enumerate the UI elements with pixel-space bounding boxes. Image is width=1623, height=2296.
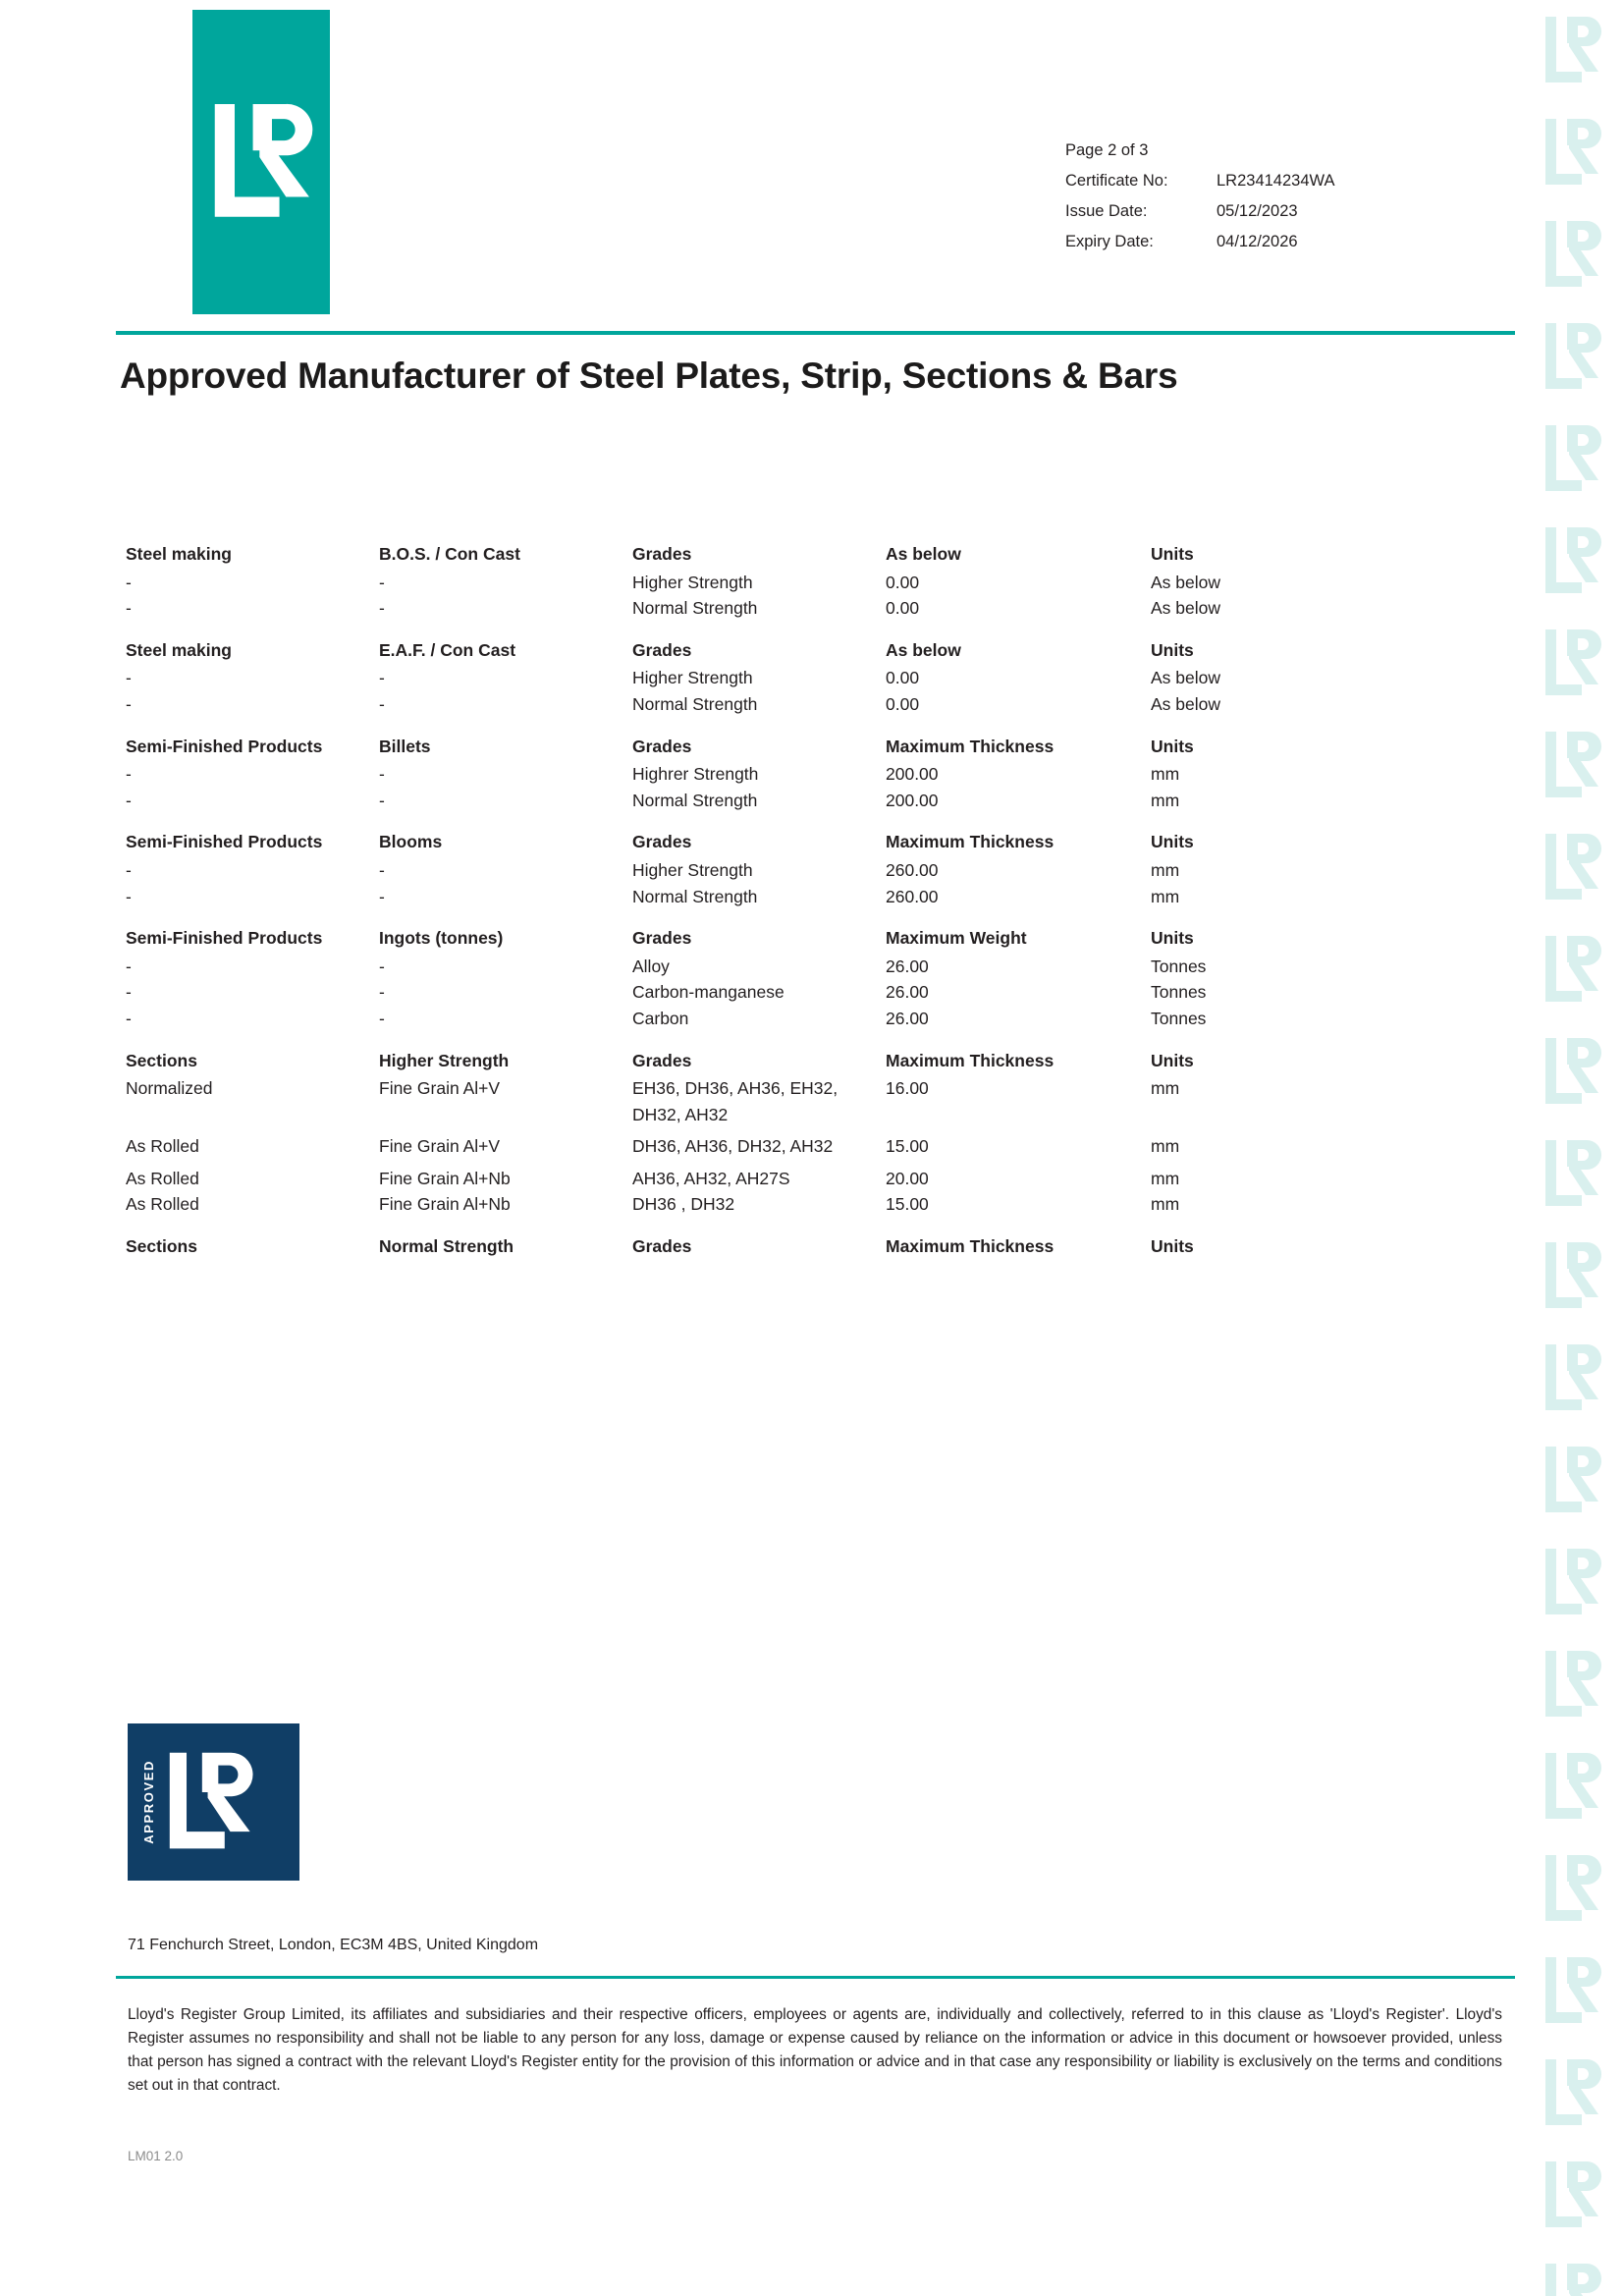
- cell-limit: 0.00: [886, 693, 920, 714]
- watermark-strip: [1523, 0, 1623, 2296]
- col-process: Steel making: [126, 544, 232, 564]
- col-units: Units: [1151, 544, 1194, 564]
- watermark-lr-icon: [1523, 715, 1623, 817]
- cell-method: -: [379, 668, 385, 688]
- cell-limit: 0.00: [886, 572, 920, 592]
- cell-limit: 200.00: [886, 790, 939, 810]
- col-limit: As below: [886, 639, 961, 660]
- col-units: Units: [1151, 928, 1194, 949]
- watermark-lr-icon: [1523, 2145, 1623, 2247]
- cell-units: Tonnes: [1151, 956, 1207, 976]
- cell-limit: 260.00: [886, 886, 939, 906]
- document-reference: LM01 2.0: [128, 2149, 184, 2163]
- col-process: Semi-Finished Products: [126, 928, 323, 949]
- cell-method: -: [379, 1008, 385, 1028]
- cell-units: As below: [1151, 572, 1221, 592]
- col-process: Steel making: [126, 639, 232, 660]
- table-row: [126, 1191, 1432, 1218]
- cell-units: mm: [1151, 859, 1180, 880]
- cell-units: mm: [1151, 1078, 1180, 1099]
- cell-process: -: [126, 1008, 132, 1028]
- cell-limit: 260.00: [886, 859, 939, 880]
- cell-process: As Rolled: [126, 1136, 199, 1157]
- cell-process: -: [126, 693, 132, 714]
- certificate-meta: [1065, 136, 1478, 257]
- col-grades: Grades: [632, 832, 692, 852]
- watermark-lr-icon: [1523, 1634, 1623, 1736]
- col-method: E.A.F. / Con Cast: [379, 639, 516, 660]
- cell-grades: Higher Strength: [632, 668, 753, 688]
- col-grades: Grades: [632, 1236, 692, 1257]
- cell-method: -: [379, 859, 385, 880]
- col-process: Semi-Finished Products: [126, 832, 323, 852]
- col-method: B.O.S. / Con Cast: [379, 544, 520, 564]
- cell-method: -: [379, 764, 385, 785]
- cell-limit: 26.00: [886, 956, 929, 976]
- cell-process: -: [126, 764, 132, 785]
- table-row: [126, 1133, 1432, 1160]
- table-row: [126, 954, 1432, 980]
- lr-logo-icon: [156, 1747, 254, 1857]
- page-title: Approved Manufacturer of Steel Plates, Strip, Sections & Bars: [120, 355, 1178, 396]
- cell-grades: Carbon-manganese: [632, 982, 784, 1003]
- cell-units: mm: [1151, 886, 1180, 906]
- watermark-lr-icon: [1523, 2247, 1623, 2296]
- watermark-lr-icon: [1523, 1123, 1623, 1226]
- col-grades: Grades: [632, 736, 692, 756]
- cell-grades: DH36, AH36, DH32, AH32: [632, 1136, 834, 1157]
- watermark-lr-icon: [1523, 1532, 1623, 1634]
- table-row: [126, 1166, 1432, 1192]
- header-divider: [116, 331, 1515, 335]
- watermark-lr-icon: [1523, 0, 1623, 102]
- certificate-number-value: LR23414234WA: [1217, 172, 1335, 190]
- cell-grades: Highrer Strength: [632, 764, 759, 785]
- cell-units: mm: [1151, 790, 1180, 810]
- cell-limit: 26.00: [886, 1008, 929, 1028]
- col-units: Units: [1151, 832, 1194, 852]
- cell-method: -: [379, 956, 385, 976]
- col-limit: Maximum Thickness: [886, 1236, 1055, 1257]
- cell-grades: DH36 , DH32: [632, 1194, 735, 1215]
- col-limit: Maximum Thickness: [886, 736, 1055, 756]
- col-units: Units: [1151, 1050, 1194, 1070]
- expiry-date-label: Expiry Date:: [1065, 233, 1154, 250]
- watermark-lr-icon: [1523, 511, 1623, 613]
- col-limit: Maximum Weight: [886, 928, 1027, 949]
- table-row: [126, 979, 1432, 1006]
- cell-method: Fine Grain Al+V: [379, 1136, 501, 1157]
- watermark-lr-icon: [1523, 1328, 1623, 1430]
- cell-method: -: [379, 982, 385, 1003]
- issue-date-label: Issue Date:: [1065, 202, 1148, 220]
- col-method: Normal Strength: [379, 1236, 514, 1257]
- cell-units: Tonnes: [1151, 982, 1207, 1003]
- legal-disclaimer: Lloyd's Register Group Limited, its affiliates and subsidiaries and their respective officers, employees or agents are, individually and collectively, referred to in this clause as 'Lloyd's Register'. Lloyd's Register assumes no responsibility and shall not be liable to any person for any loss, damage or expense caused by reliance on the information or advice in this document or howsoever provided, unless that person has signed a contract with the relevant Lloyd's Register entity for the provision of this information or advice and in that case any responsibility or liability is exclusively on the terms and conditions set out in that contract.: [128, 2006, 1502, 2094]
- table-group-header: [126, 718, 1432, 762]
- office-address: 71 Fenchurch Street, London, EC3M 4BS, United Kingdom: [128, 1937, 539, 1953]
- cell-grades: Normal Strength: [632, 886, 758, 906]
- col-process: Semi-Finished Products: [126, 736, 323, 756]
- cell-process: -: [126, 859, 132, 880]
- watermark-lr-icon: [1523, 204, 1623, 306]
- lr-logo-icon: [192, 10, 330, 314]
- cell-units: mm: [1151, 1136, 1180, 1157]
- table-group-header: [126, 525, 1432, 570]
- page-number-row: [1065, 136, 1478, 166]
- footer-divider: [116, 1976, 1515, 1979]
- watermark-lr-icon: [1523, 919, 1623, 1021]
- watermark-lr-icon: [1523, 1226, 1623, 1328]
- watermark-lr-icon: [1523, 409, 1623, 511]
- cell-process: -: [126, 982, 132, 1003]
- watermark-lr-icon: [1523, 2043, 1623, 2145]
- cell-units: mm: [1151, 1194, 1180, 1215]
- certificate-number-label: Certificate No:: [1065, 172, 1168, 190]
- issue-date-row: [1065, 196, 1478, 227]
- cell-limit: 15.00: [886, 1194, 929, 1215]
- watermark-lr-icon: [1523, 613, 1623, 715]
- cell-units: As below: [1151, 693, 1221, 714]
- cell-grades: Alloy: [632, 956, 670, 976]
- cell-method: Fine Grain Al+Nb: [379, 1168, 511, 1188]
- cell-grades: EH36, DH36, AH36, EH32, DH32, AH32: [632, 1078, 839, 1124]
- col-process: Sections: [126, 1236, 197, 1257]
- cell-process: -: [126, 572, 132, 592]
- cell-method: Fine Grain Al+V: [379, 1078, 501, 1099]
- cell-units: As below: [1151, 668, 1221, 688]
- table-group-header: [126, 1032, 1432, 1076]
- cell-limit: 20.00: [886, 1168, 929, 1188]
- cell-units: Tonnes: [1151, 1008, 1207, 1028]
- watermark-lr-icon: [1523, 1941, 1623, 2043]
- table-row: [126, 1006, 1432, 1032]
- col-limit: Maximum Thickness: [886, 1050, 1055, 1070]
- cell-method: -: [379, 693, 385, 714]
- issue-date-value: 05/12/2023: [1217, 202, 1298, 220]
- cell-grades: AH36, AH32, AH27S: [632, 1168, 790, 1188]
- table-row: [126, 665, 1432, 691]
- cell-units: mm: [1151, 764, 1180, 785]
- cell-process: As Rolled: [126, 1168, 199, 1188]
- cell-grades: Normal Strength: [632, 598, 758, 619]
- col-units: Units: [1151, 1236, 1194, 1257]
- table-row: [126, 691, 1432, 718]
- col-limit: Maximum Thickness: [886, 832, 1055, 852]
- col-units: Units: [1151, 736, 1194, 756]
- table-group-header: [126, 1218, 1432, 1262]
- cell-method: -: [379, 886, 385, 906]
- specifications-table: [126, 525, 1432, 1262]
- watermark-lr-icon: [1523, 1736, 1623, 1838]
- page-number: Page 2 of 3: [1065, 141, 1149, 159]
- cell-units: mm: [1151, 1168, 1180, 1188]
- cell-method: -: [379, 598, 385, 619]
- table-group-header: [126, 909, 1432, 954]
- cell-limit: 200.00: [886, 764, 939, 785]
- cell-grades: Normal Strength: [632, 693, 758, 714]
- cell-method: Fine Grain Al+Nb: [379, 1194, 511, 1215]
- cell-process: Normalized: [126, 1078, 213, 1099]
- watermark-lr-icon: [1523, 1838, 1623, 1941]
- table-row: [126, 884, 1432, 910]
- table-row: [126, 761, 1432, 788]
- table-group-header: [126, 622, 1432, 666]
- cell-limit: 15.00: [886, 1136, 929, 1157]
- approved-label: APPROVED: [141, 1760, 156, 1844]
- cell-process: -: [126, 668, 132, 688]
- watermark-lr-icon: [1523, 817, 1623, 919]
- table-row: [126, 857, 1432, 884]
- approved-mark: [128, 1723, 299, 1881]
- cell-limit: 26.00: [886, 982, 929, 1003]
- watermark-lr-icon: [1523, 102, 1623, 204]
- watermark-lr-icon: [1523, 1430, 1623, 1532]
- col-method: Higher Strength: [379, 1050, 510, 1070]
- col-grades: Grades: [632, 928, 692, 949]
- cell-units: As below: [1151, 598, 1221, 619]
- table-row: [126, 570, 1432, 596]
- cell-grades: Higher Strength: [632, 572, 753, 592]
- col-units: Units: [1151, 639, 1194, 660]
- cell-grades: Higher Strength: [632, 859, 753, 880]
- cell-grades: Normal Strength: [632, 790, 758, 810]
- watermark-lr-icon: [1523, 306, 1623, 409]
- table-row: [126, 595, 1432, 622]
- cell-method: -: [379, 572, 385, 592]
- col-limit: As below: [886, 544, 961, 564]
- col-grades: Grades: [632, 544, 692, 564]
- cell-process: -: [126, 956, 132, 976]
- col-process: Sections: [126, 1050, 197, 1070]
- table-group-header: [126, 813, 1432, 857]
- watermark-lr-icon: [1523, 1021, 1623, 1123]
- cell-method: -: [379, 790, 385, 810]
- cell-grades: Carbon: [632, 1008, 689, 1028]
- col-grades: Grades: [632, 639, 692, 660]
- cell-limit: 0.00: [886, 668, 920, 688]
- cell-process: As Rolled: [126, 1194, 199, 1215]
- col-grades: Grades: [632, 1050, 692, 1070]
- col-method: Billets: [379, 736, 431, 756]
- cell-process: -: [126, 886, 132, 906]
- table-row: [126, 788, 1432, 814]
- table-row: [126, 1075, 1432, 1127]
- col-method: Blooms: [379, 832, 443, 852]
- certificate-number-row: [1065, 166, 1478, 196]
- cell-process: -: [126, 790, 132, 810]
- expiry-date-value: 04/12/2026: [1217, 233, 1298, 250]
- cell-limit: 16.00: [886, 1078, 929, 1099]
- cell-limit: 0.00: [886, 598, 920, 619]
- col-method: Ingots (tonnes): [379, 928, 504, 949]
- cell-process: -: [126, 598, 132, 619]
- expiry-date-row: [1065, 227, 1478, 257]
